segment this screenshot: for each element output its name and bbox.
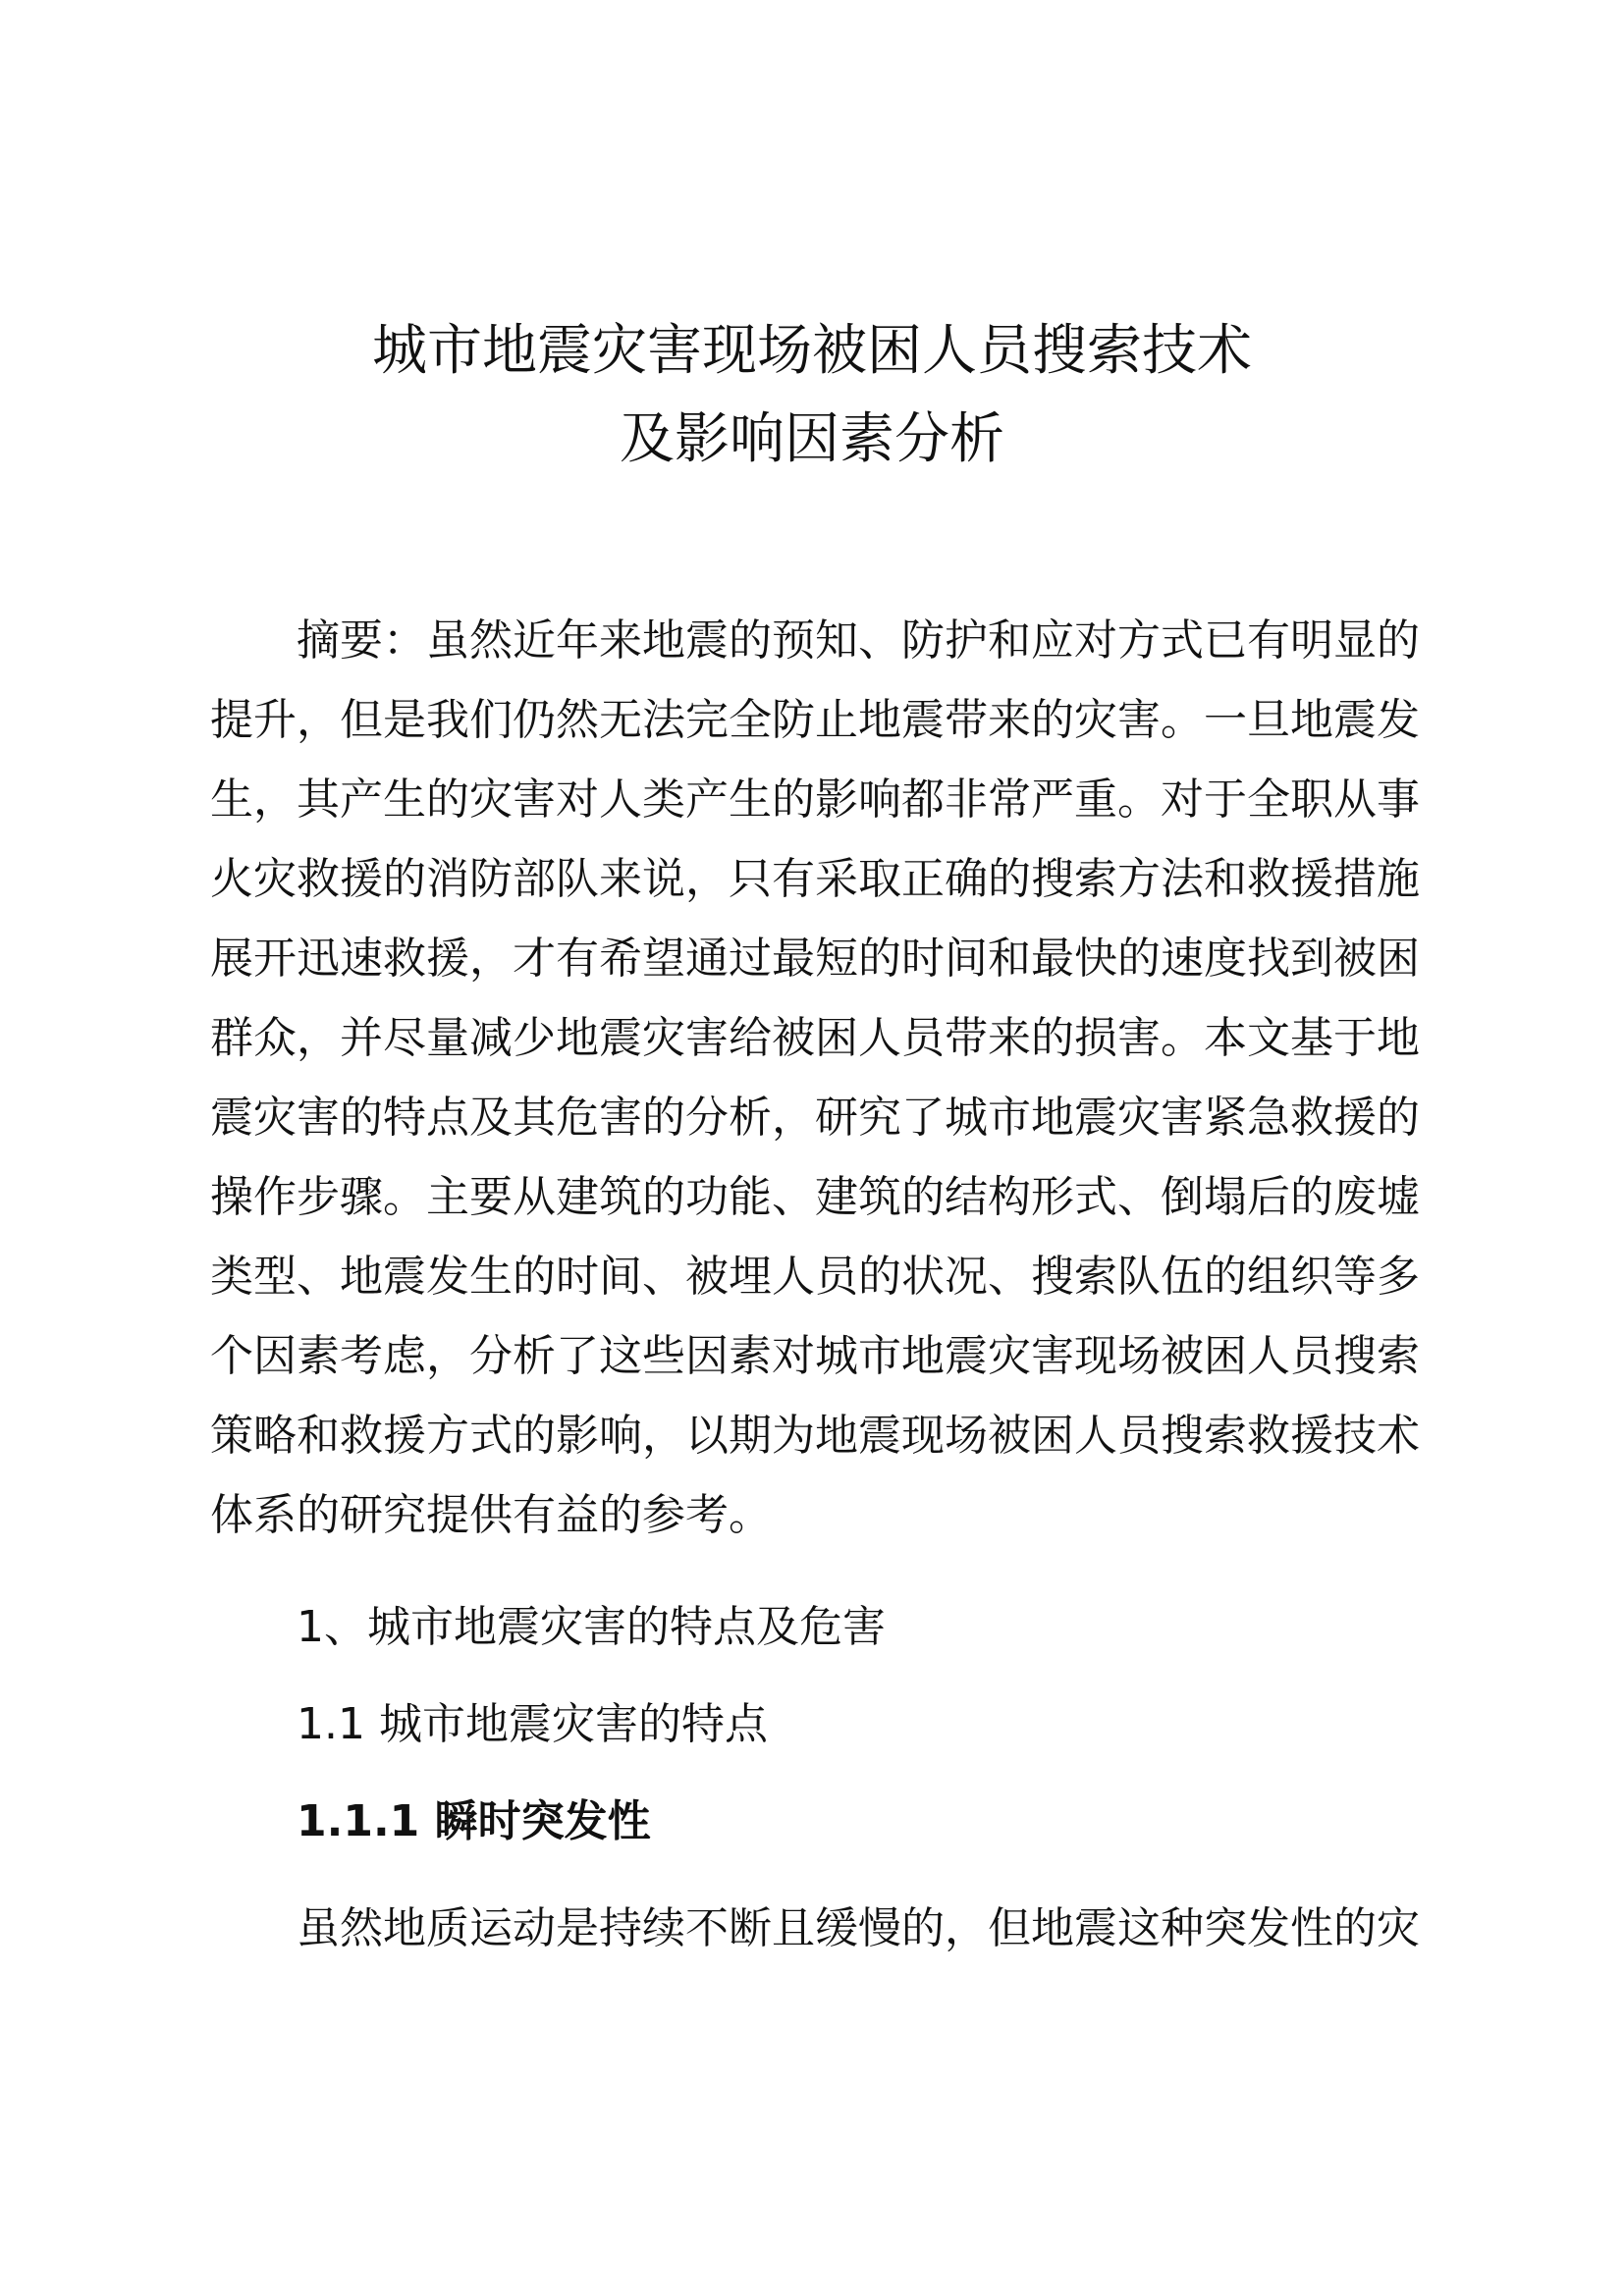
abstract-line: 火灾救援的消防部队来说，只有采取正确的搜索方法和救援措施 xyxy=(210,854,1420,904)
abstract-line: 类型、地震发生的时间、被埋人员的状况、搜索队伍的组织等多 xyxy=(210,1252,1420,1302)
abstract-line: 生，其产生的灾害对人类产生的影响都非常严重。对于全职从事 xyxy=(210,774,1420,825)
abstract-line: 操作步骤。主要从建筑的功能、建筑的结构形式、倒塌后的废墟 xyxy=(210,1172,1420,1222)
document-title-line-2: 及影响因素分析 xyxy=(620,407,1004,471)
abstract-paragraph xyxy=(210,601,1420,1555)
abstract-line: 展开迅速救援，才有希望通过最短的时间和最快的速度找到被困 xyxy=(210,934,1420,984)
abstract-line: 提升，但是我们仍然无法完全防止地震带来的灾害。一旦地震发 xyxy=(210,695,1420,745)
section-heading-1-1-1: 1.1.1 瞬时突发性 xyxy=(297,1796,651,1846)
abstract-line: 群众，并尽量减少地震灾害给被困人员带来的损害。本文基于地 xyxy=(210,1013,1420,1063)
abstract-line: 摘要：虽然近年来地震的预知、防护和应对方式已有明显的 xyxy=(297,615,1420,666)
section-heading-1: 1、城市地震灾害的特点及危害 xyxy=(297,1602,886,1652)
abstract-line: 个因素考虑，分析了这些因素对城市地震灾害现场被困人员搜索 xyxy=(210,1331,1420,1381)
abstract-line: 震灾害的特点及其危害的分析，研究了城市地震灾害紧急救援的 xyxy=(210,1093,1420,1143)
abstract-line: 策略和救援方式的影响，以期为地震现场被困人员搜索救援技术 xyxy=(210,1411,1420,1461)
abstract-line: 体系的研究提供有益的参考。 xyxy=(210,1490,772,1540)
body-text-line: 虽然地质运动是持续不断且缓慢的，但地震这种突发性的灾 xyxy=(297,1903,1420,1953)
document-title-line-1: 城市地震灾害现场被困人员搜索技术 xyxy=(372,319,1252,383)
section-heading-1-1: 1.1 城市地震灾害的特点 xyxy=(297,1699,768,1749)
